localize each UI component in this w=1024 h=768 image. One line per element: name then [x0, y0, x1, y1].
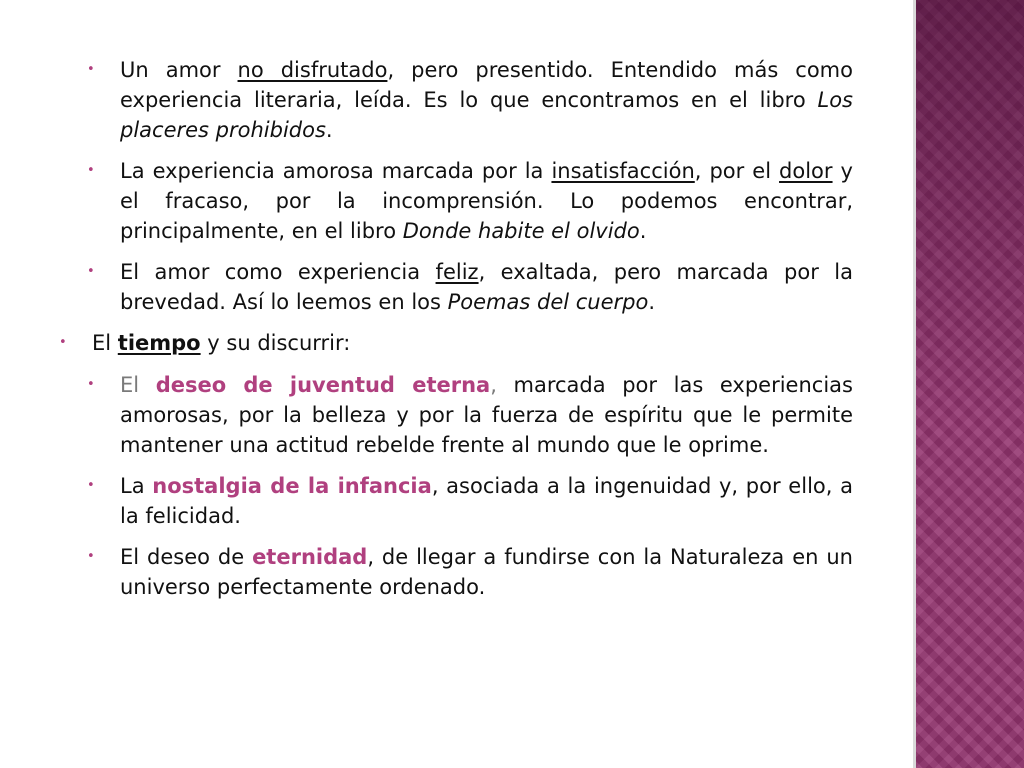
- highlighted-term: eternidad: [252, 545, 368, 569]
- slide-content: [55, 55, 853, 613]
- bullet-icon: •: [59, 335, 67, 350]
- bullet-icon: •: [87, 377, 95, 392]
- bullet-icon: •: [87, 163, 95, 178]
- underlined-term: insatisfacción: [551, 159, 695, 183]
- list-item: [55, 471, 853, 531]
- text: El amor como experiencia: [120, 260, 436, 284]
- bullet-icon: •: [87, 549, 95, 564]
- text: .: [648, 290, 656, 314]
- list-item: [55, 257, 853, 317]
- text: El deseo de: [120, 545, 253, 569]
- text: .: [325, 118, 333, 142]
- text: , exaltada, pero marcada por la brevedad. Así lo leemos en los: [120, 260, 853, 314]
- text: ,: [490, 373, 497, 397]
- text: Un amor: [120, 58, 238, 82]
- text: El: [92, 331, 118, 355]
- text: , de llegar a fundirse con la Naturaleza en un universo perfectamente ordenado.: [120, 545, 853, 599]
- text: y su discurrir:: [200, 331, 351, 355]
- bullet-icon: •: [87, 478, 95, 493]
- bullet-icon: •: [87, 264, 95, 279]
- text: , por el: [694, 159, 780, 183]
- underlined-term: dolor: [779, 159, 833, 183]
- text: La: [120, 474, 153, 498]
- list-item: [55, 328, 853, 358]
- bullet-icon: •: [87, 62, 95, 77]
- text: , pero presentido. Entendido más como experiencia literaria, leída. Es lo que encontramos en el libro: [120, 58, 853, 112]
- text: El: [120, 373, 140, 397]
- book-title: Poemas del cuerpo: [447, 290, 649, 314]
- text: y el fracaso, por la incomprensión. Lo podemos encontrar, principalmente, en el libro: [120, 159, 853, 243]
- text: .: [639, 219, 647, 243]
- book-title: Los placeres prohibidos: [120, 88, 853, 142]
- text: , asociada a la ingenuidad y, por ello, a la felicidad.: [120, 474, 853, 528]
- underlined-term: tiempo: [117, 331, 201, 355]
- list-item: [55, 156, 853, 246]
- highlighted-term: deseo de juventud eterna: [155, 373, 491, 397]
- list-item: [55, 55, 853, 145]
- list-item: [55, 542, 853, 602]
- underlined-term: feliz: [435, 260, 479, 284]
- bullet-list: [55, 55, 853, 602]
- highlighted-term: nostalgia de la infancia: [152, 474, 432, 498]
- text: marcada por las experiencias amorosas, por la belleza y por la fuerza de espíritu que le permite mantener una actitud rebelde frente al mundo que le oprime.: [120, 373, 853, 457]
- list-item: [55, 370, 853, 460]
- underlined-term: no disfrutado: [237, 58, 388, 82]
- book-title: Donde habite el olvido: [402, 219, 640, 243]
- text: La experiencia amorosa marcada por la: [120, 159, 552, 183]
- decorative-side-panel: [913, 0, 1024, 768]
